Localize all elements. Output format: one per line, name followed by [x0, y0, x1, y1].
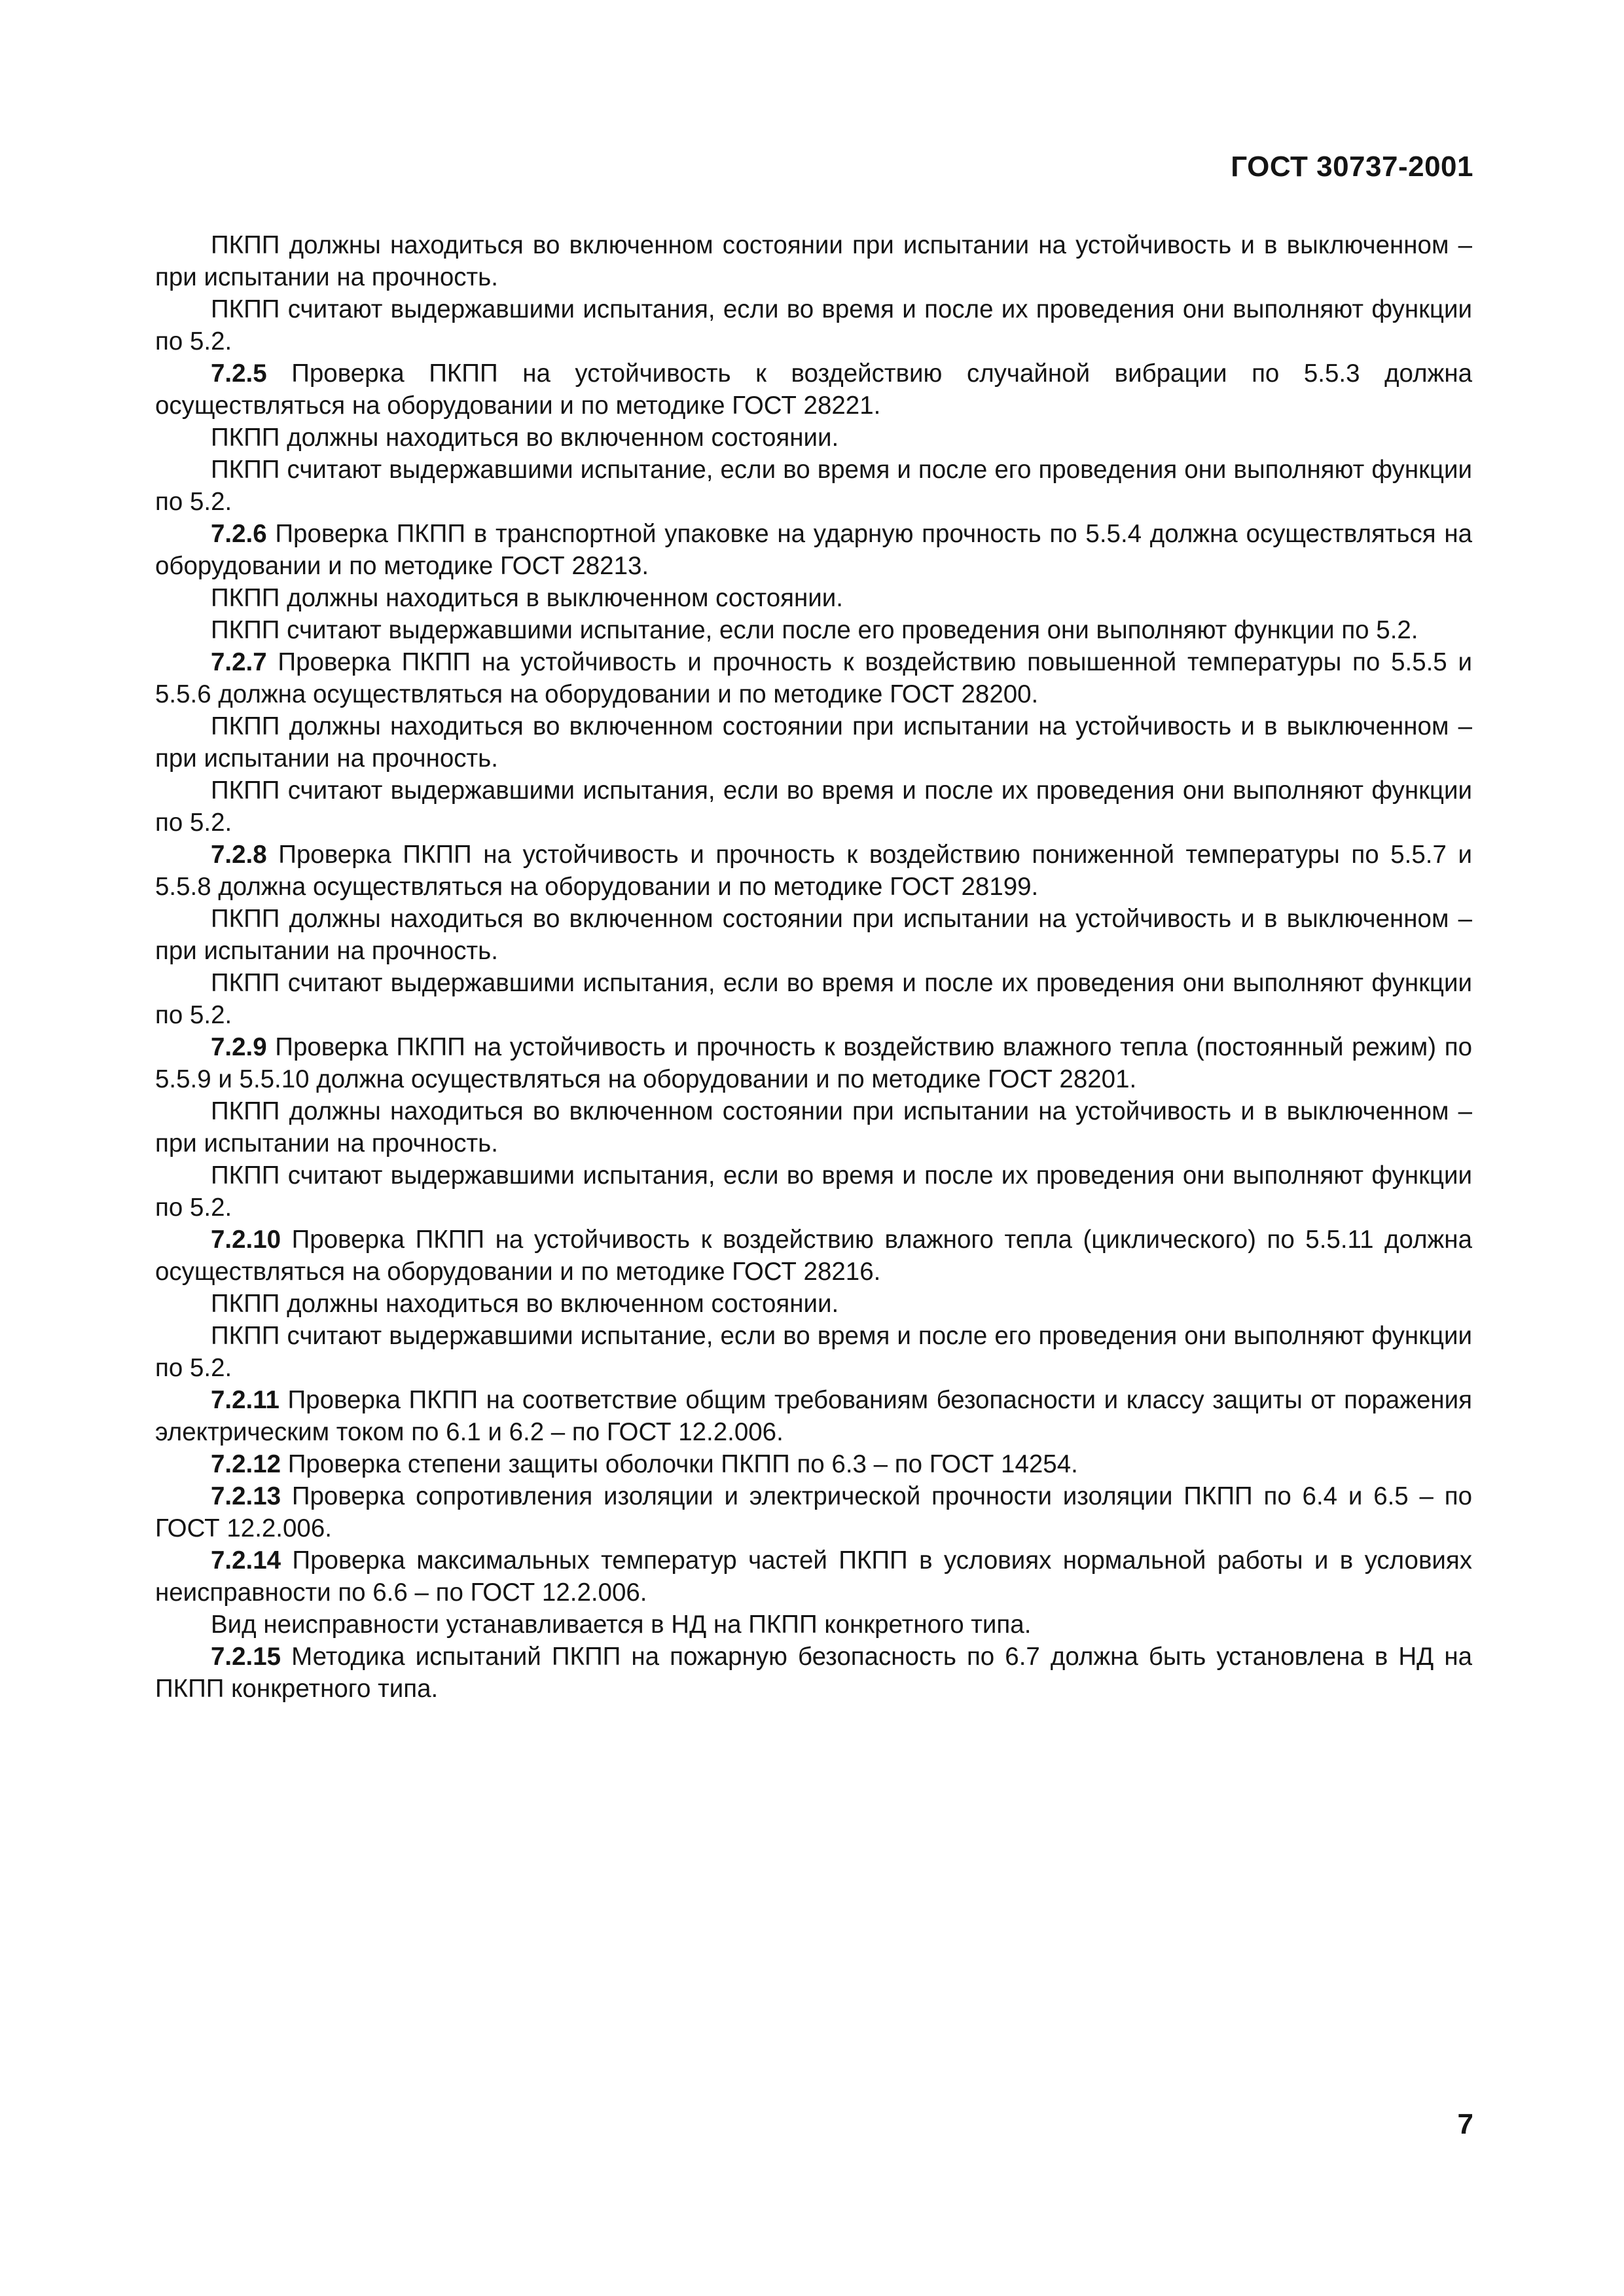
paragraph: [155, 614, 1472, 646]
paragraph-text: ПКПП должны находиться во включенном состоянии при испытании на устойчивость и в выключенном – при испытании на прочность.: [155, 712, 1472, 773]
clause-number: 7.2.14: [211, 1546, 281, 1575]
paragraph: [155, 967, 1472, 1031]
paragraph-text: Проверка ПКПП на устойчивость и прочность к воздействию влажного тепла (постоянный режим) по 5.5.9 и 5.5.10 должна осуществляться на оборудовании и по методике ГОСТ 28201.: [155, 1033, 1472, 1093]
paragraph-text: Проверка максимальных температур частей ПКПП в условиях нормальной работы и в условиях неисправности по 6.6 – по ГОСТ 12.2.006.: [155, 1546, 1472, 1607]
clause-number: 7.2.12: [211, 1450, 281, 1478]
clause-number: 7.2.8: [211, 841, 267, 869]
paragraph: [155, 774, 1472, 839]
paragraph: [155, 1641, 1472, 1705]
clause-number: 7.2.11: [211, 1386, 280, 1414]
paragraph: [155, 1609, 1472, 1641]
clause-number: 7.2.6: [211, 520, 267, 548]
paragraph: [155, 582, 1472, 614]
clause-number: 7.2.9: [211, 1033, 267, 1061]
clause-number: 7.2.10: [211, 1226, 281, 1254]
page-number: 7: [1457, 2108, 1473, 2140]
paragraph: [155, 293, 1472, 357]
paragraph-text: ПКПП считают выдержавшими испытания, если во время и после их проведения они выполняют функции по 5.2.: [155, 776, 1472, 837]
paragraph: [155, 839, 1472, 903]
paragraph-text: Методика испытаний ПКПП на пожарную безопасность по 6.7 должна быть установлена в НД на ПКПП конкретного типа.: [155, 1643, 1472, 1703]
paragraph: [155, 1320, 1472, 1384]
document-body: [155, 229, 1472, 1705]
paragraph-text: Проверка степени защиты оболочки ПКПП по 6.3 – по ГОСТ 14254.: [281, 1450, 1078, 1478]
paragraph-text: ПКПП считают выдержавшими испытания, если во время и после их проведения они выполняют функции по 5.2.: [155, 969, 1472, 1029]
paragraph-text: ПКПП считают выдержавшими испытания, если во время и после их проведения они выполняют функции по 5.2.: [155, 1161, 1472, 1222]
paragraph: [155, 1095, 1472, 1159]
paragraph: [155, 357, 1472, 422]
clause-number: 7.2.13: [211, 1482, 281, 1510]
paragraph: [155, 1159, 1472, 1224]
paragraph: [155, 903, 1472, 967]
paragraph-text: Проверка ПКПП на устойчивость к воздействию случайной вибрации по 5.5.3 должна осуществляться на оборудовании и по методике ГОСТ 28221.: [155, 359, 1472, 420]
paragraph: [155, 422, 1472, 454]
paragraph-text: Проверка ПКПП на устойчивость к воздействию влажного тепла (циклического) по 5.5.11 должна осуществляться на оборудовании и по методике ГОСТ 28216.: [155, 1226, 1472, 1286]
paragraph: [155, 1288, 1472, 1320]
clause-number: 7.2.7: [211, 648, 267, 676]
paragraph-text: ПКПП должны находиться во включенном состоянии при испытании на устойчивость и в выключенном – при испытании на прочность.: [155, 905, 1472, 965]
paragraph-text: ПКПП должны находиться во включенном состоянии.: [211, 424, 839, 452]
paragraph-text: ПКПП должны находиться во включенном состоянии при испытании на устойчивость и в выключенном – при испытании на прочность.: [155, 1097, 1472, 1157]
paragraph: [155, 229, 1472, 293]
paragraph: [155, 1544, 1472, 1609]
paragraph: [155, 710, 1472, 774]
paragraph: [155, 1224, 1472, 1288]
paragraph-text: ПКПП считают выдержавшими испытание, если после его проведения они выполняют функции по 5.2.: [211, 616, 1418, 644]
clause-number: 7.2.5: [211, 359, 267, 388]
paragraph: [155, 454, 1472, 518]
paragraph-text: Вид неисправности устанавливается в НД на ПКПП конкретного типа.: [211, 1611, 1032, 1639]
paragraph-text: ПКПП должны находиться в выключенном состоянии.: [211, 584, 843, 612]
paragraph: [155, 1384, 1472, 1448]
clause-number: 7.2.15: [211, 1643, 281, 1671]
paragraph-text: ПКПП считают выдержавшими испытания, если во время и после их проведения они выполняют функции по 5.2.: [155, 295, 1472, 355]
paragraph-text: ПКПП должны находиться во включенном состоянии.: [211, 1290, 839, 1318]
paragraph-text: Проверка ПКПП на устойчивость и прочность к воздействию повышенной температуры по 5.5.5 и 5.5.6 должна осуществляться на оборудовании и по методике ГОСТ 28200.: [155, 648, 1472, 708]
paragraph-text: Проверка ПКПП на соответствие общим требованиям безопасности и классу защиты от поражения электрическим током по 6.1 и 6.2 – по ГОСТ 12.2.006.: [155, 1386, 1472, 1446]
paragraph-text: ПКПП должны находиться во включенном состоянии при испытании на устойчивость и в выключенном – при испытании на прочность.: [155, 231, 1472, 291]
paragraph-text: Проверка сопротивления изоляции и электрической прочности изоляции ПКПП по 6.4 и 6.5 – по ГОСТ 12.2.006.: [155, 1482, 1472, 1542]
paragraph-text: ПКПП считают выдержавшими испытание, если во время и после его проведения они выполняют функции по 5.2.: [155, 456, 1472, 516]
paragraph-text: Проверка ПКПП в транспортной упаковке на ударную прочность по 5.5.4 должна осуществляться на оборудовании и по методике ГОСТ 28213.: [155, 520, 1472, 580]
paragraph: [155, 1480, 1472, 1544]
paragraph-text: Проверка ПКПП на устойчивость и прочность к воздействию пониженной температуры по 5.5.7 и 5.5.8 должна осуществляться на оборудовании и по методике ГОСТ 28199.: [155, 841, 1472, 901]
paragraph: [155, 1031, 1472, 1095]
paragraph: [155, 1448, 1472, 1480]
standard-designation: ГОСТ 30737-2001: [1231, 151, 1473, 183]
paragraph-text: ПКПП считают выдержавшими испытание, если во время и после его проведения они выполняют функции по 5.2.: [155, 1322, 1472, 1382]
paragraph: [155, 518, 1472, 582]
paragraph: [155, 646, 1472, 710]
